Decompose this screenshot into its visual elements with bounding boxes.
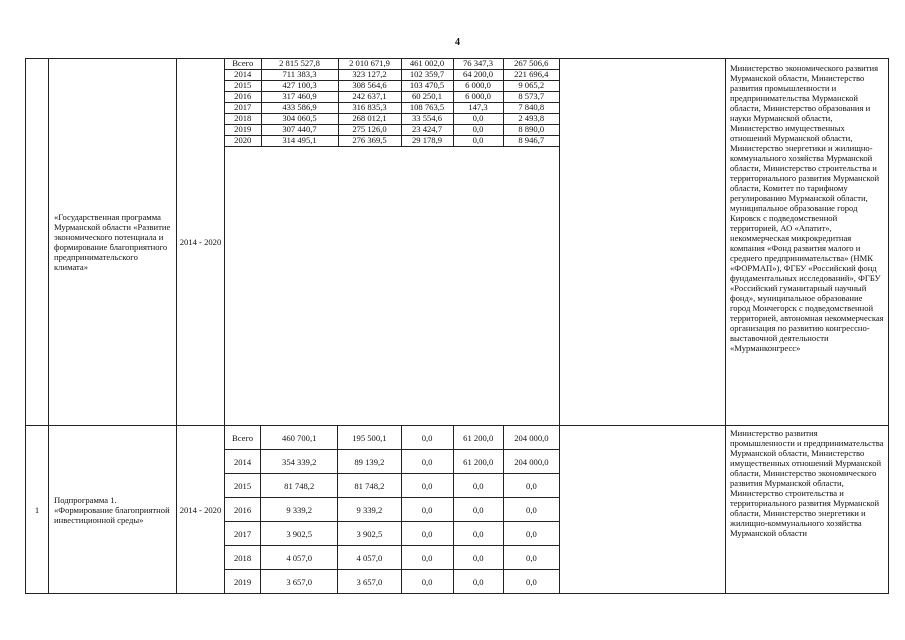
funding-reg-cell: 195 500,1 (338, 426, 401, 450)
funding-reg-cell: 275 126,0 (338, 125, 401, 136)
funding-year-cell: 2015 (225, 474, 261, 498)
funding-row (225, 59, 559, 70)
funding-mun-cell: 0,0 (453, 546, 503, 570)
funding-mun-cell: 0,0 (453, 136, 503, 147)
funding-total-cell: 433 586,9 (261, 103, 338, 114)
funding-fed-cell: 461 002,0 (401, 59, 453, 70)
funding-ext-cell: 8 573,7 (503, 92, 559, 103)
funding-year-cell: 2019 (225, 125, 261, 136)
funding-fed-cell: 0,0 (401, 546, 453, 570)
funding-row (225, 92, 559, 103)
funding-total-cell: 711 383,3 (261, 70, 338, 81)
funding-ext-cell: 204 000,0 (503, 426, 559, 450)
funding-ext-cell: 2 493,8 (503, 114, 559, 125)
funding-year-cell: 2017 (225, 103, 261, 114)
funding-mun-cell: 147,3 (453, 103, 503, 114)
funding-mun-cell: 0,0 (453, 125, 503, 136)
funding-mun-cell: 0,0 (453, 474, 503, 498)
funding-total-cell: 9 339,2 (261, 498, 338, 522)
funding-fed-cell: 0,0 (401, 426, 453, 450)
funding-total-cell: 354 339,2 (261, 450, 338, 474)
executors-text: Министерство экономического развития Мурманской области, Министерство развития промышленности и предпринимательства Мурманской области, Министерство образования и науки Мурманской области, Министерство имущественных отношений Мурманской области, Министерство энергетики и жилищно-коммунального хозяйства Мурманской области, Министерство строительства и территориального развития Мурманской области, Комитет по тарифному регулированию Мурманской области, муниципальное образование город Кировск с подведомственной территорией, АО «Апатит», некоммерческая микрокредитная компания «Фонд развития малого и среднего предпринимательства» (НМК «ФОРМАП»), ФГБУ «Российский фонд фундаментальных исследований», ФГБУ «Российский гуманитарный научный фонд», муниципальное образование город Мончегорск с подведомственной территорией, автономная некоммерческая организация по развитию конгрессно-выставочной деятельности «Мурманконгресс» (726, 59, 889, 426)
funding-fed-cell: 0,0 (401, 450, 453, 474)
funding-row (225, 103, 559, 114)
funding-fed-cell: 0,0 (401, 498, 453, 522)
funding-year-cell: 2018 (225, 114, 261, 125)
funding-reg-cell: 268 012,1 (338, 114, 401, 125)
period-cell: 2014 - 2020 (177, 426, 225, 594)
page-number: 4 (455, 37, 460, 48)
funding-ext-cell: 0,0 (503, 498, 559, 522)
funding-ext-cell: 9 065,2 (503, 81, 559, 92)
funding-fed-cell: 108 763,5 (401, 103, 453, 114)
subprogram-name: Подпрограмма 1. «Формирование благоприятной инвестиционной среды» (49, 426, 177, 594)
funding-mun-cell: 76 347,3 (453, 59, 503, 70)
funding-reg-cell: 242 637,1 (338, 92, 401, 103)
funding-row (225, 70, 559, 81)
funding-grid (225, 59, 559, 147)
period-cell: 2014 - 2020 (177, 59, 225, 426)
funding-year-cell: 2016 (225, 92, 261, 103)
funding-reg-cell: 81 748,2 (338, 474, 401, 498)
funding-total-cell: 317 460,9 (261, 92, 338, 103)
row-number: 1 (26, 426, 49, 594)
funding-row (225, 136, 559, 147)
funding-mun-cell: 6 000,0 (453, 81, 503, 92)
funding-ext-cell: 8 946,7 (503, 136, 559, 147)
funding-ext-cell: 8 890,0 (503, 125, 559, 136)
executors-text: Министерство развития промышленности и предпринимательства Мурманской области, Министерство имущественных отношений Мурманской области, Министерство экономического развития Мурманской области, Министерство строительства и территориального развития Мурманской области, Министерство энергетики и жилищно-коммунального хозяйства Мурманской области (726, 426, 889, 594)
funding-mun-cell: 0,0 (453, 114, 503, 125)
funding-mun-cell: 61 200,0 (453, 450, 503, 474)
funding-total-cell: 307 440,7 (261, 125, 338, 136)
funding-reg-cell: 3 902,5 (338, 522, 401, 546)
funding-year-cell: 2020 (225, 136, 261, 147)
funding-reg-cell: 89 139,2 (338, 450, 401, 474)
funding-total-cell: 2 815 527,8 (261, 59, 338, 70)
funding-row (225, 125, 559, 136)
indicator-cell (560, 426, 726, 594)
funding-year-cell: 2017 (225, 522, 261, 546)
funding-total-cell: 427 100,3 (261, 81, 338, 92)
funding-row (225, 81, 559, 92)
funding-mun-cell: 0,0 (453, 522, 503, 546)
funding-year-cell: 2016 (225, 498, 261, 522)
funding-fed-cell: 0,0 (401, 522, 453, 546)
funding-reg-cell: 3 657,0 (338, 570, 401, 594)
funding-total-cell: 314 495,1 (261, 136, 338, 147)
funding-total-cell: 304 060,5 (261, 114, 338, 125)
funding-mun-cell: 0,0 (453, 498, 503, 522)
row-number-cell (26, 59, 49, 426)
funding-year-cell: 2018 (225, 546, 261, 570)
program-block-row (26, 59, 889, 426)
funding-total-cell: 81 748,2 (261, 474, 338, 498)
funding-year-cell: Всего (225, 59, 261, 70)
funding-fed-cell: 33 554,6 (401, 114, 453, 125)
funding-mun-cell: 64 200,0 (453, 70, 503, 81)
funding-total-cell: 4 057,0 (261, 546, 338, 570)
funding-total-cell: 3 657,0 (261, 570, 338, 594)
funding-reg-cell: 2 010 671,9 (338, 59, 401, 70)
funding-fed-cell: 0,0 (401, 570, 453, 594)
funding-reg-cell: 323 127,2 (338, 70, 401, 81)
funding-row (225, 114, 559, 125)
funding-grid-cell (225, 59, 560, 426)
funding-reg-cell: 308 564,6 (338, 81, 401, 92)
funding-year-cell: 2014 (225, 450, 261, 474)
program-name: «Государственная программа Мурманской области «Развитие экономического потенциала и формирование благоприятного предпринимательского климата» (49, 59, 177, 426)
funding-ext-cell: 0,0 (503, 570, 559, 594)
funding-year-cell: 2014 (225, 70, 261, 81)
funding-fed-cell: 29 178,9 (401, 136, 453, 147)
funding-year-cell: Всего (225, 426, 261, 450)
funding-reg-cell: 316 835,3 (338, 103, 401, 114)
indicator-cell (560, 59, 726, 426)
funding-year-cell: 2015 (225, 81, 261, 92)
funding-ext-cell: 0,0 (503, 522, 559, 546)
funding-mun-cell: 61 200,0 (453, 426, 503, 450)
funding-reg-cell: 9 339,2 (338, 498, 401, 522)
funding-reg-cell: 276 369,5 (338, 136, 401, 147)
funding-reg-cell: 4 057,0 (338, 546, 401, 570)
subprogram-row (26, 426, 889, 450)
funding-ext-cell: 7 840,8 (503, 103, 559, 114)
funding-fed-cell: 102 359,7 (401, 70, 453, 81)
funding-fed-cell: 103 470,5 (401, 81, 453, 92)
funding-ext-cell: 0,0 (503, 474, 559, 498)
funding-mun-cell: 6 000,0 (453, 92, 503, 103)
funding-fed-cell: 23 424,7 (401, 125, 453, 136)
program-table (25, 58, 889, 594)
funding-ext-cell: 267 506,6 (503, 59, 559, 70)
funding-total-cell: 3 902,5 (261, 522, 338, 546)
funding-year-cell: 2019 (225, 570, 261, 594)
funding-total-cell: 460 700,1 (261, 426, 338, 450)
funding-fed-cell: 60 250,1 (401, 92, 453, 103)
funding-ext-cell: 204 000,0 (503, 450, 559, 474)
funding-fed-cell: 0,0 (401, 474, 453, 498)
funding-ext-cell: 0,0 (503, 546, 559, 570)
funding-mun-cell: 0,0 (453, 570, 503, 594)
funding-ext-cell: 221 696,4 (503, 70, 559, 81)
